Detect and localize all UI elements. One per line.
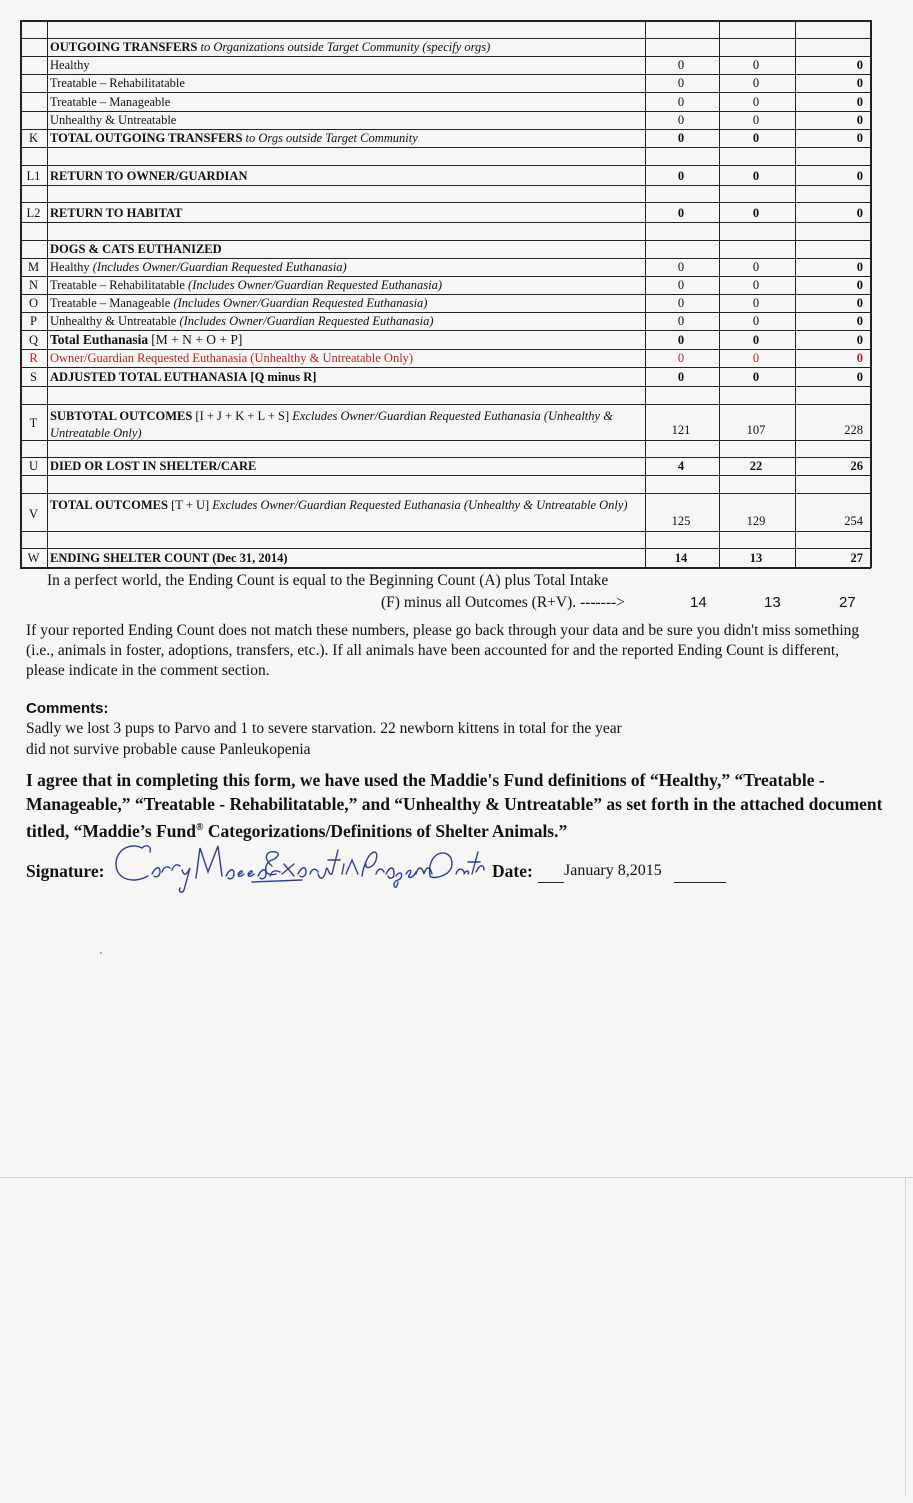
count-col-2: 0 (752, 58, 760, 72)
row-code: U (28, 459, 39, 473)
row-label (50, 242, 640, 256)
row-label-text: TOTAL OUTGOING TRANSFERS (50, 131, 243, 145)
count-col-1: 0 (677, 278, 685, 292)
count-col-1: 14 (674, 551, 688, 565)
table-rule (20, 240, 871, 241)
row-label-text: DIED OR LOST IN SHELTER/CARE (50, 459, 257, 473)
count-col-2: 0 (752, 206, 760, 220)
row-note-detail: Excludes Owner/Guardian Requested Euthanasia (Unhealthy & Untreatable Only) (50, 409, 613, 440)
row-code: N (28, 278, 39, 292)
row-label-text: Healthy (50, 58, 90, 72)
count-col-1: 0 (677, 131, 685, 145)
date-underline-left (538, 882, 564, 883)
count-col-1: 0 (677, 113, 685, 127)
count-total: 0 (856, 113, 863, 127)
row-code: W (27, 551, 40, 565)
row-label-text: Treatable – Rehabilitatable (50, 278, 185, 292)
row-note: [T + U] (171, 498, 210, 512)
row-code: O (28, 296, 39, 310)
table-rule (20, 404, 871, 405)
row-label (50, 260, 640, 274)
count-total: 0 (856, 351, 863, 365)
row-label-text: Owner/Guardian Requested Euthanasia (Unhealthy & Untreatable Only) (50, 351, 414, 365)
count-col-1: 0 (677, 351, 685, 365)
table-rule (20, 185, 871, 186)
table-rule (20, 38, 871, 39)
date-underline-right (674, 882, 726, 883)
count-total: 27 (850, 551, 863, 565)
table-rule (20, 147, 871, 148)
row-note-detail: Excludes Owner/Guardian Requested Euthanasia (Unhealthy & Untreatable Only) (212, 498, 628, 512)
scan-edge (905, 1177, 906, 1497)
table-column-rule (870, 20, 872, 568)
table-rule (20, 567, 871, 569)
table-rule (20, 222, 871, 223)
count-col-1: 4 (677, 459, 685, 473)
table-rule (20, 349, 871, 350)
count-total: 0 (856, 95, 863, 109)
row-label (50, 497, 640, 514)
date-label: Date: (492, 861, 533, 881)
count-col-2: 22 (749, 459, 763, 473)
row-label-text: RETURN TO HABITAT (50, 206, 183, 220)
registered-mark: ® (196, 822, 204, 833)
row-label (50, 296, 640, 310)
comments-heading: Comments: (26, 700, 109, 717)
count-col-1: 0 (677, 333, 685, 347)
agreement-text: I agree that in completing this form, we have used the Maddie's Fund definitions of “Healthy,” “Treatable - Manageable,” “Treatable - Rehabilitatable,” and “Unhealthy & Untreatable” as set forth in the attached document titled, “Maddie’s Fund (26, 770, 883, 841)
row-label-text: Healthy (50, 260, 90, 274)
row-label-text: Unhealthy & Untreatable (50, 314, 177, 328)
computed-count-total: 27 (839, 594, 856, 611)
count-col-1: 0 (677, 370, 685, 384)
count-col-2: 0 (752, 314, 760, 328)
count-total: 0 (856, 260, 863, 274)
count-total: 0 (856, 296, 863, 310)
row-label-text: Total Euthanasia (50, 332, 149, 347)
count-col-2: 0 (752, 131, 760, 145)
count-total: 0 (856, 76, 863, 90)
row-code: Q (28, 333, 39, 347)
table-rule (20, 56, 871, 57)
table-rule (20, 74, 871, 75)
row-label (50, 169, 640, 183)
count-total: 254 (844, 514, 863, 528)
computed-count-2: 13 (764, 594, 781, 611)
table-rule (20, 111, 871, 112)
count-col-1: 0 (677, 260, 685, 274)
row-code: T (29, 416, 38, 430)
row-code: L1 (26, 169, 41, 183)
date-value: January 8,2015 (564, 862, 662, 879)
table-rule (20, 330, 871, 331)
table-rule (20, 129, 871, 130)
count-col-2: 0 (752, 113, 760, 127)
row-label (50, 551, 640, 565)
comment-line-1: Sadly we lost 3 pups to Parvo and 1 to severe starvation. 22 newborn kittens in total for the year (26, 720, 622, 737)
count-col-1: 0 (677, 76, 685, 90)
count-col-1: 0 (677, 206, 685, 220)
row-label (50, 278, 640, 292)
count-total: 0 (856, 58, 863, 72)
table-rule (20, 20, 871, 22)
count-col-2: 129 (746, 514, 766, 528)
row-note: (Includes Owner/Guardian Requested Euthanasia) (92, 260, 347, 274)
row-label-text: Treatable – Manageable (50, 95, 171, 109)
handwritten-signature (112, 836, 490, 894)
mismatch-instructions: If your reported Ending Count does not match these numbers, please go back through your data and be sure you didn't miss something (i.e., animals in foster, adoptions, transfers, etc.). If all animals have been accounted for and the reported Ending Count is different, please indicate in the comment section. (26, 622, 860, 679)
count-col-1: 0 (677, 296, 685, 310)
row-code: K (28, 131, 39, 145)
row-code: S (30, 370, 37, 384)
row-label-text: TOTAL OUTCOMES (50, 498, 168, 512)
table-rule (20, 165, 871, 166)
count-col-2: 0 (752, 351, 760, 365)
table-rule (20, 294, 871, 295)
count-col-1: 0 (677, 314, 685, 328)
comment-line-2: did not survive probable cause Panleukopenia (26, 741, 311, 758)
perfect-world-line2: (F) minus all Outcomes (R+V). -------> (381, 594, 625, 611)
table-column-rule (719, 20, 720, 568)
count-col-1: 125 (671, 514, 691, 528)
count-total: 0 (856, 131, 863, 145)
row-label (50, 370, 640, 384)
count-col-2: 0 (752, 169, 760, 183)
row-label-text: DOGS & CATS EUTHANIZED (50, 242, 222, 256)
row-note: [I + J + K + L + S] (195, 409, 290, 423)
row-label (50, 314, 640, 328)
row-note: [Q minus R] (250, 370, 317, 384)
table-column-rule (47, 20, 48, 568)
row-label (50, 206, 640, 220)
count-col-2: 0 (752, 95, 760, 109)
count-col-1: 0 (677, 58, 685, 72)
row-label (50, 131, 640, 145)
table-rule (20, 548, 871, 549)
row-note: (Includes Owner/Guardian Requested Euthanasia) (173, 296, 428, 310)
table-rule (20, 202, 871, 203)
agreement-text-end: Categorizations/Definitions of Shelter Animals.” (203, 820, 568, 841)
row-label (50, 333, 640, 347)
row-label (50, 113, 640, 127)
row-label-text: OUTGOING TRANSFERS (50, 40, 198, 54)
count-total: 0 (856, 370, 863, 384)
count-col-1: 0 (677, 95, 685, 109)
count-total: 26 (850, 459, 863, 473)
row-label-text: ENDING SHELTER COUNT (Dec 31, 2014) (50, 551, 288, 565)
count-col-2: 0 (752, 76, 760, 90)
row-note: to Organizations outside Target Community (specify orgs) (200, 40, 491, 54)
row-code: L2 (26, 206, 41, 220)
row-label-text: SUBTOTAL OUTCOMES (50, 409, 193, 423)
table-rule (20, 367, 871, 368)
stray-mark (100, 952, 102, 954)
count-total: 228 (844, 423, 863, 437)
row-label (50, 351, 640, 365)
count-total: 0 (856, 206, 863, 220)
table-rule (20, 276, 871, 277)
row-label-text: Treatable – Manageable (50, 296, 171, 310)
row-label-text: ADJUSTED TOTAL EUTHANASIA (50, 370, 248, 384)
count-col-2: 0 (752, 370, 760, 384)
row-note: (Includes Owner/Guardian Requested Euthanasia) (179, 314, 434, 328)
table-rule (20, 312, 871, 313)
row-code: V (28, 507, 39, 521)
table-column-rule (645, 20, 646, 568)
count-col-2: 107 (746, 423, 766, 437)
table-rule (20, 493, 871, 494)
count-col-2: 0 (752, 333, 760, 347)
row-note: to Orgs outside Target Community (245, 131, 418, 145)
table-rule (20, 386, 871, 387)
row-note: [M + N + O + P] (151, 332, 243, 347)
row-code: R (29, 351, 38, 365)
row-label-text: Unhealthy & Untreatable (50, 113, 177, 127)
count-col-2: 0 (752, 260, 760, 274)
count-col-2: 0 (752, 296, 760, 310)
table-rule (20, 531, 871, 532)
table-rule (20, 258, 871, 259)
row-label (50, 408, 640, 442)
row-label (50, 76, 640, 90)
row-code: M (27, 260, 40, 274)
row-label (50, 95, 640, 109)
count-total: 0 (856, 333, 863, 347)
count-col-1: 121 (671, 423, 691, 437)
table-rule (20, 92, 871, 93)
row-label (50, 459, 640, 473)
computed-count-1: 14 (690, 594, 707, 611)
count-total: 0 (856, 314, 863, 328)
row-label-text: Treatable – Rehabilitatable (50, 76, 185, 90)
count-total: 0 (856, 278, 863, 292)
row-label (50, 40, 640, 54)
page-break-line (0, 1177, 913, 1178)
perfect-world-line1: In a perfect world, the Ending Count is equal to the Beginning Count (A) plus Total Intake (47, 572, 609, 589)
count-col-2: 0 (752, 278, 760, 292)
table-column-rule (20, 20, 22, 568)
row-label (50, 58, 640, 72)
count-total: 0 (856, 169, 863, 183)
row-code: P (30, 314, 37, 328)
count-col-1: 0 (677, 169, 685, 183)
signature-label: Signature: (26, 861, 105, 881)
row-label-text: RETURN TO OWNER/GUARDIAN (50, 169, 248, 183)
agreement-statement (26, 768, 886, 843)
count-col-2: 13 (749, 551, 763, 565)
table-rule (20, 475, 871, 476)
row-note: (Includes Owner/Guardian Requested Euthanasia) (188, 278, 443, 292)
table-rule (20, 457, 871, 458)
